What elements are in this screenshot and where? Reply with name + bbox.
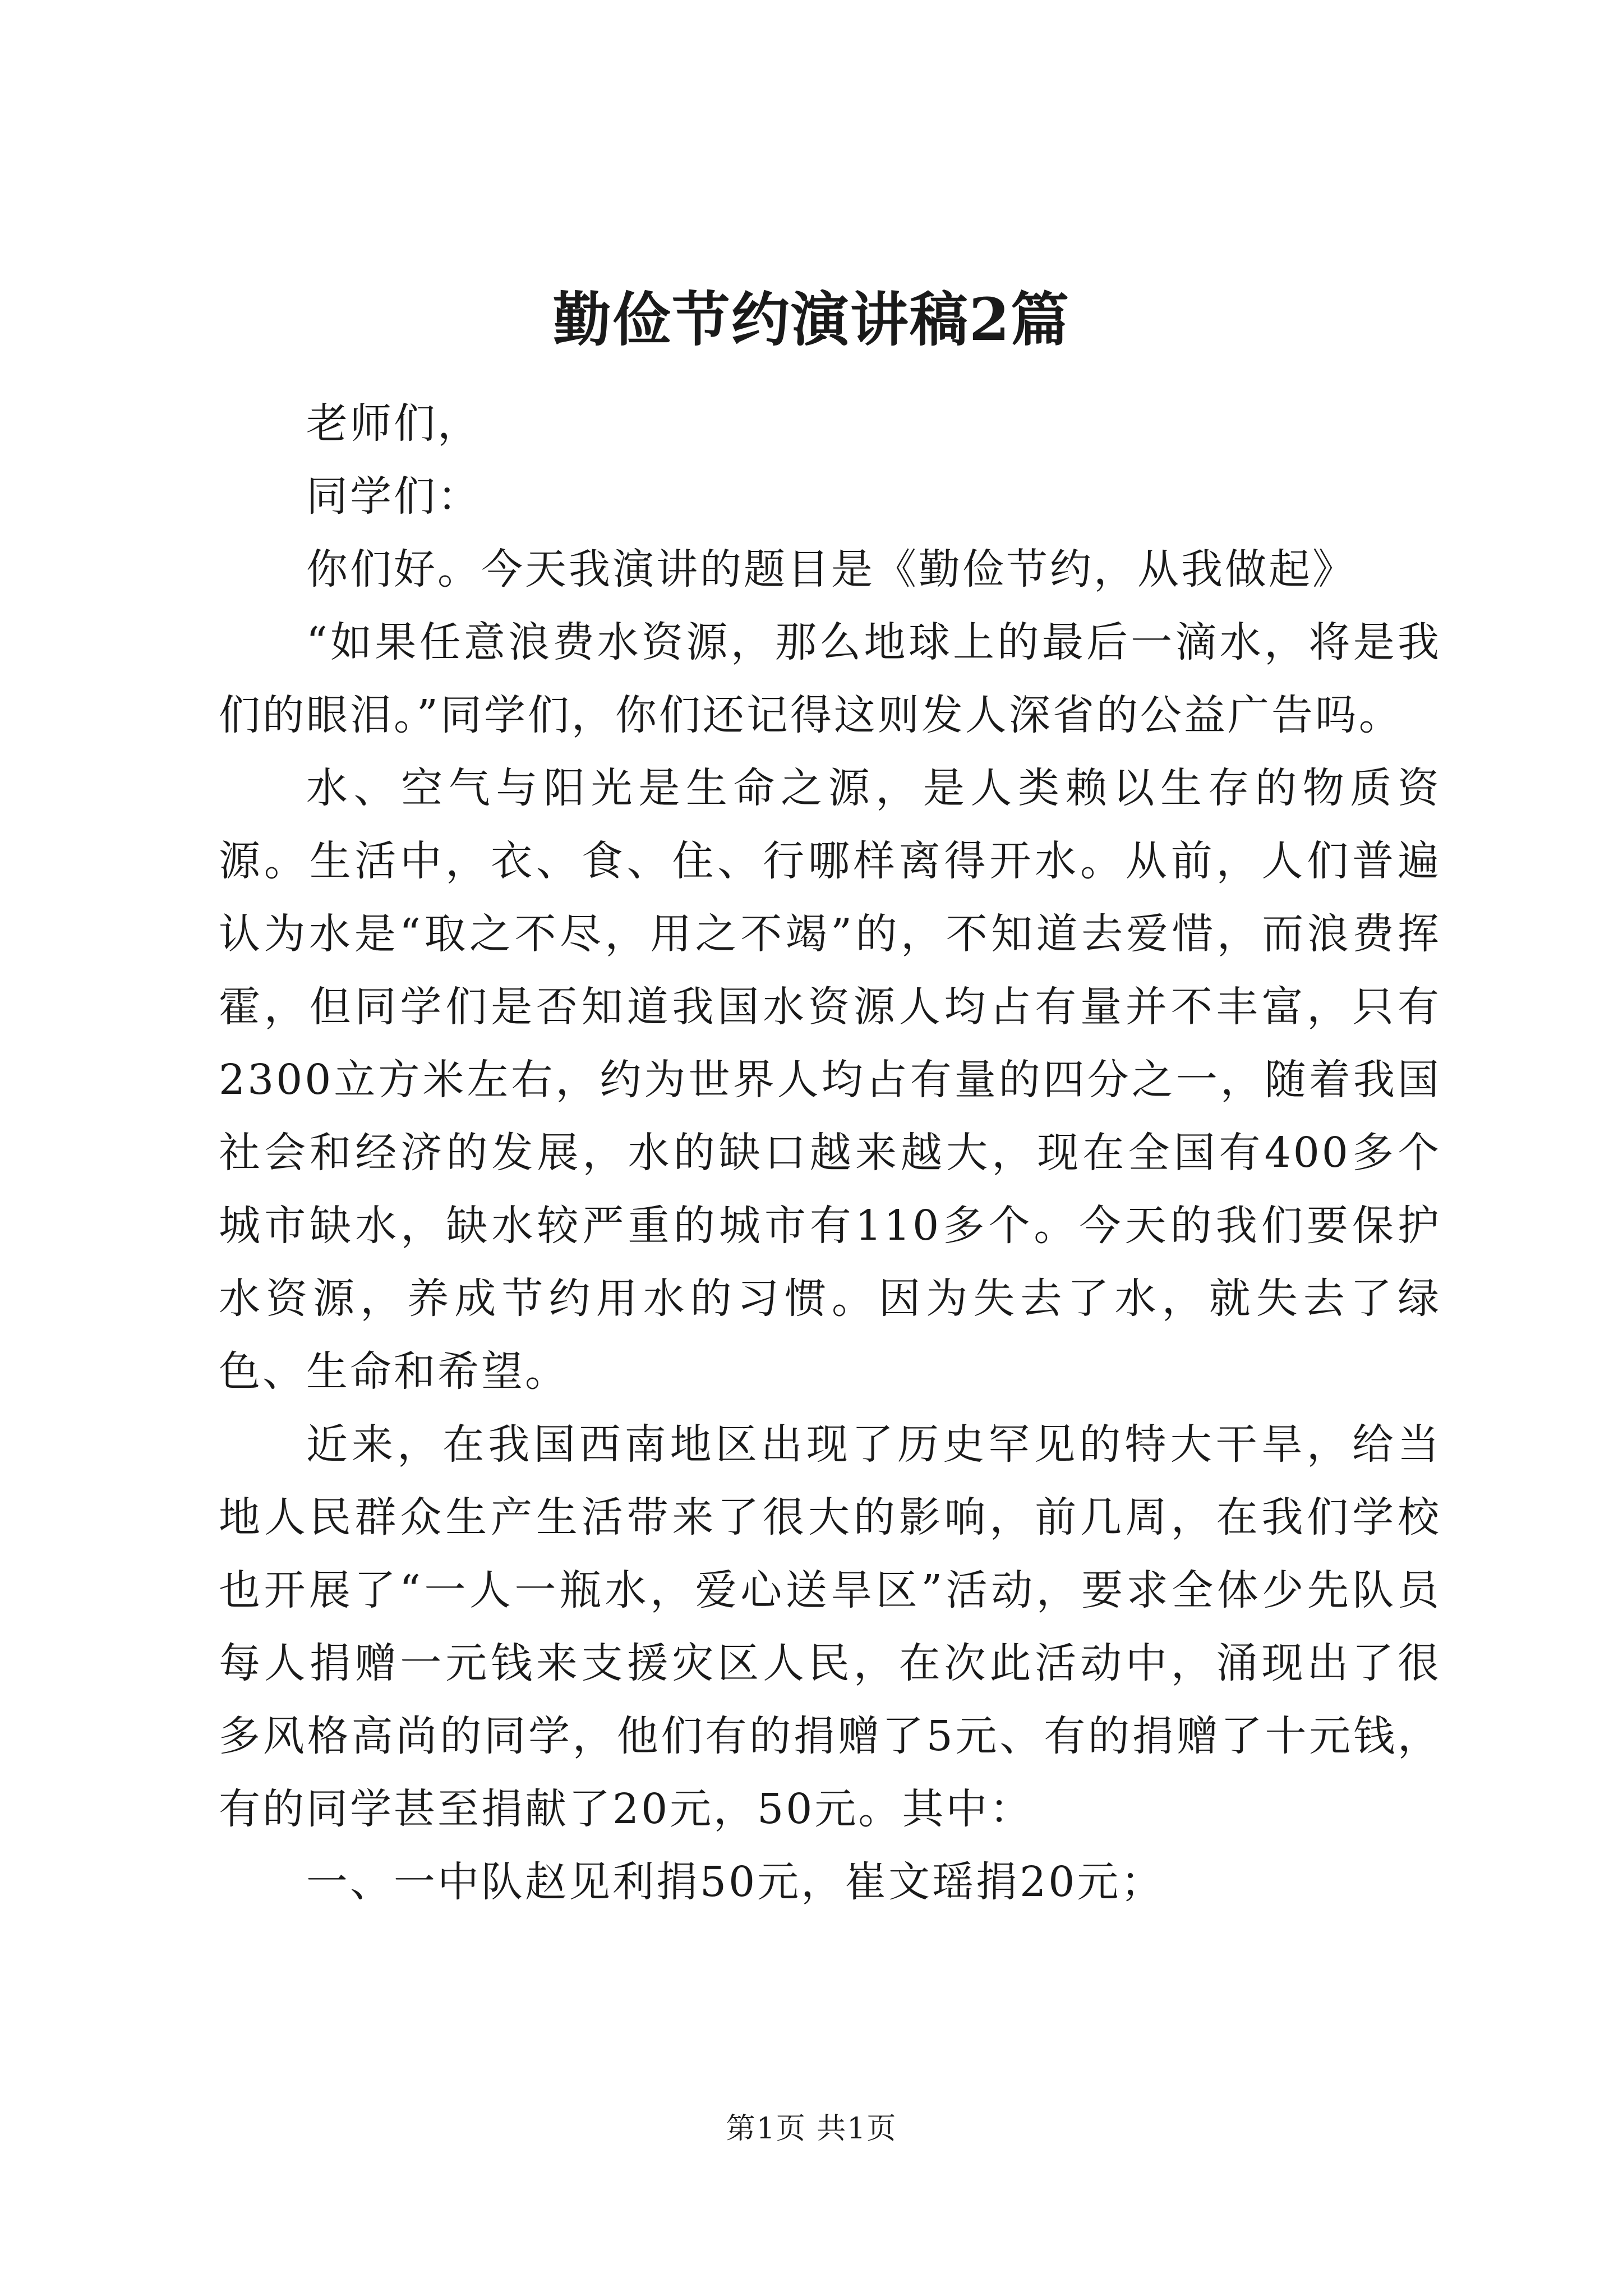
paragraph-topic: 你们好。今天我演讲的题目是《勤俭节约，从我做起》 <box>306 545 1356 593</box>
paragraph-greeting-teachers: 老师们， <box>306 399 481 448</box>
document-title: 勤俭节约演讲稿2篇 <box>552 285 1071 354</box>
paragraph-water-resources: 水、空气与阳光是生命之源，是人类赖以生存的物质资源。生活中，衣、食、住、行哪样离得开水。从前，人们普遍认为水是“取之不尽，用之不竭”的，不知道去爱惜，而浪费挥霍，但同学们是否知道我国水资源人均占有量并不丰富，只有2300立方米左右，约为世界人均占有量的四分之一，随着我国社会和经济的发展，水的缺口越来越大，现在全国有400多个城市缺水，缺水较严重的城市有110多个。今天的我们要保护水资源，养成节约用水的习惯。因为失去了水，就失去了绿色、生命和希望。 <box>219 764 1441 1396</box>
paragraph-quote: “如果任意浪费水资源，那么地球上的最后一滴水，将是我们的眼泪。”同学们，你们还记得这则发人深省的公益广告吗。 <box>219 618 1441 739</box>
paragraph-drought-activity: 近来，在我国西南地区出现了历史罕见的特大干旱，给当地人民群众生产生活带来了很大的影响，前几周，在我们学校也开展了“一人一瓶水，爱心送旱区”活动，要求全体少先队员每人捐赠一元钱来支援灾区人民，在次此活动中，涌现出了很多风格高尚的同学，他们有的捐赠了5元、有的捐赠了十元钱，有的同学甚至捐献了20元，50元。其中： <box>219 1420 1441 1833</box>
page-number-footer: 第1页 共1页 <box>726 2112 897 2146</box>
document-body <box>219 387 1441 1918</box>
paragraph-donation-list: 一、一中队赵见利捐50元，崔文瑶捐20元； <box>306 1858 1165 1906</box>
paragraph-greeting-students: 同学们： <box>306 472 481 521</box>
